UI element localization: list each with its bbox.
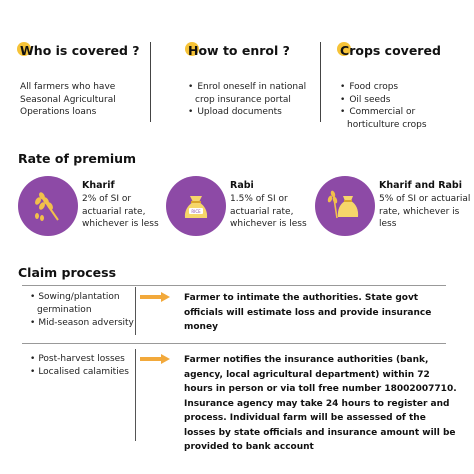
grain-sack-icon — [166, 176, 226, 236]
crops-covered-heading: Crops covered — [340, 43, 441, 58]
premium-title: Rate of premium — [18, 151, 137, 166]
claim-action: Farmer to intimate the authorities. State govt officials will estimate loss and provide insurance money — [184, 293, 432, 332]
premium-desc: 5% of SI or actuarial rate, whichever is less — [379, 194, 471, 229]
wheat-icon — [18, 176, 78, 236]
row-separator — [135, 349, 136, 441]
who-covered-column — [20, 40, 140, 119]
premium-desc: 1.5% of SI or actuarial rate, whichever is less — [230, 194, 307, 229]
claim-action: Farmer notifies the insurance authorities (bank, agency, local agricultural department) within 72 hours in person or via toll free number 18002007710. Insurance agency may take 24 hours to register and process. Individual farm will be assessed of the losses by state officials and insurance amount will be provided to bank account — [184, 355, 457, 452]
premium-name: Kharif and Rabi — [379, 180, 462, 191]
who-covered-text: All farmers who have Seasonal Agricultural Operations loans — [20, 82, 116, 117]
arrow-right-icon — [140, 354, 170, 364]
list-item: • Localised calamities — [30, 366, 135, 379]
list-item: • Enrol oneself in national crop insurance portal — [188, 81, 308, 106]
list-item: • Sowing/plantation germination — [30, 291, 135, 317]
how-enrol-heading: How to enrol ? — [188, 43, 290, 58]
premium-name: Rabi — [230, 180, 254, 191]
claim-conditions — [30, 353, 135, 379]
wheat-sack-icon — [315, 176, 375, 236]
crops-covered-column — [340, 40, 460, 131]
list-item: • Mid-season adversity — [30, 317, 135, 330]
arrow-right-icon — [140, 292, 170, 302]
how-enrol-column — [188, 40, 308, 119]
premium-rabi — [166, 176, 318, 236]
svg-text:RICE: RICE — [191, 209, 201, 214]
divider — [22, 285, 446, 286]
premium-desc: 2% of SI or actuarial rate, whichever is less — [82, 194, 159, 229]
premium-kharif-rabi — [315, 176, 471, 236]
divider — [22, 343, 446, 344]
crops-covered-list — [340, 81, 460, 131]
list-item: • Post-harvest losses — [30, 353, 135, 366]
claim-title: Claim process — [18, 265, 117, 280]
how-enrol-list — [188, 81, 308, 119]
list-item: • Commercial or horticulture crops — [340, 106, 460, 131]
column-divider — [150, 42, 151, 122]
premium-kharif — [18, 176, 170, 236]
column-divider — [320, 42, 321, 122]
list-item: • Food crops — [340, 81, 460, 94]
claim-conditions — [30, 291, 135, 330]
list-item: • Oil seeds — [340, 94, 460, 107]
row-separator — [135, 287, 136, 335]
who-covered-heading: Who is covered ? — [20, 43, 140, 58]
premium-name: Kharif — [82, 180, 115, 191]
list-item: • Upload documents — [188, 106, 308, 119]
